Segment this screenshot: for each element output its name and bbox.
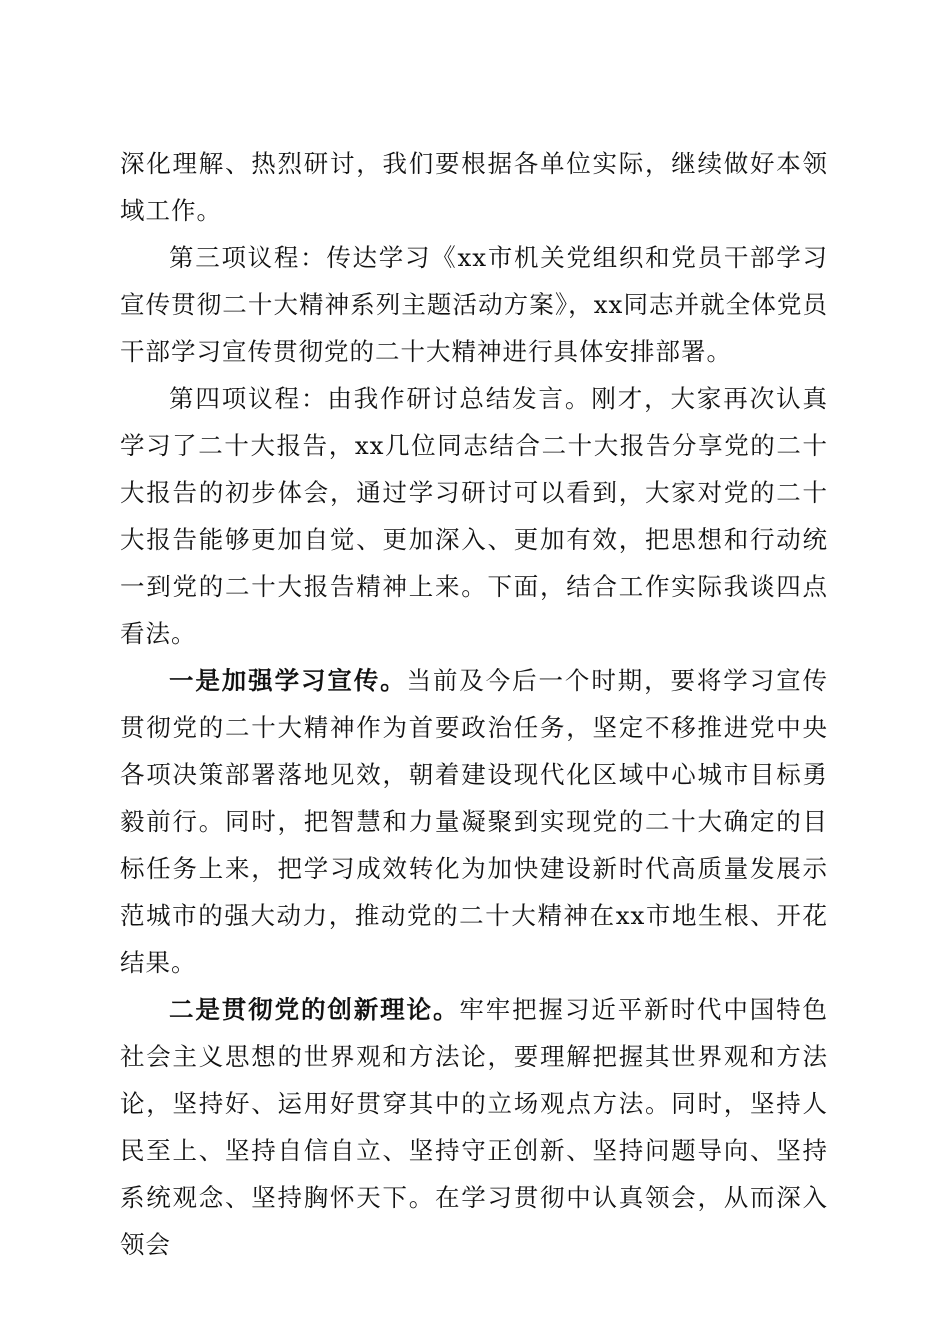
paragraph-lead-heading: 二是贯彻党的创新理论。 [169, 995, 460, 1024]
paragraph-point-1 [120, 657, 828, 986]
document-body [120, 140, 828, 1268]
paragraph-text: 牢牢把握习近平新时代中国特色社会主义思想的世界观和方法论，要理解把握其世界观和方法论，坚持好、运用好贯穿其中的立场观点方法。同时，坚持人民至上、坚持自信自立、坚持守正创新、坚持问题导向、坚持系统观念、坚持胸怀天下。在学习贯彻中认真领会，从而深入领会 [120, 995, 829, 1259]
paragraph-lead-heading: 一是加强学习宣传。 [169, 666, 407, 695]
paragraph-continuation [120, 140, 828, 234]
paragraph-text: 第四项议程：由我作研讨总结发言。刚才，大家再次认真学习了二十大报告，xx几位同志结合二十大报告分享党的二十大报告的初步体会，通过学习研讨可以看到，大家对党的二十大报告能够更加自觉、更加深入、更加有效，把思想和行动统一到党的二十大报告精神上来。下面，结合工作实际我谈四点看法。 [120, 384, 828, 648]
paragraph-point-2 [120, 986, 828, 1268]
paragraph-text: 深化理解、热烈研讨，我们要根据各单位实际，继续做好本领域工作。 [120, 149, 828, 225]
paragraph-text: 当前及今后一个时期，要将学习宣传贯彻党的二十大精神作为首要政治任务，坚定不移推进党中央各项决策部署落地见效，朝着建设现代化区域中心城市目标勇毅前行。同时，把智慧和力量凝聚到实现党的二十大确定的目标任务上来，把学习成效转化为加快建设新时代高质量发展示范城市的强大动力，推动党的二十大精神在xx市地生根、开花结果。 [120, 666, 828, 977]
paragraph-agenda-item-4 [120, 375, 828, 657]
paragraph-agenda-item-3 [120, 234, 828, 375]
paragraph-text: 第三项议程：传达学习《xx市机关党组织和党员干部学习宣传贯彻二十大精神系列主题活动方案》，xx同志并就全体党员干部学习宣传贯彻党的二十大精神进行具体安排部署。 [120, 243, 828, 366]
